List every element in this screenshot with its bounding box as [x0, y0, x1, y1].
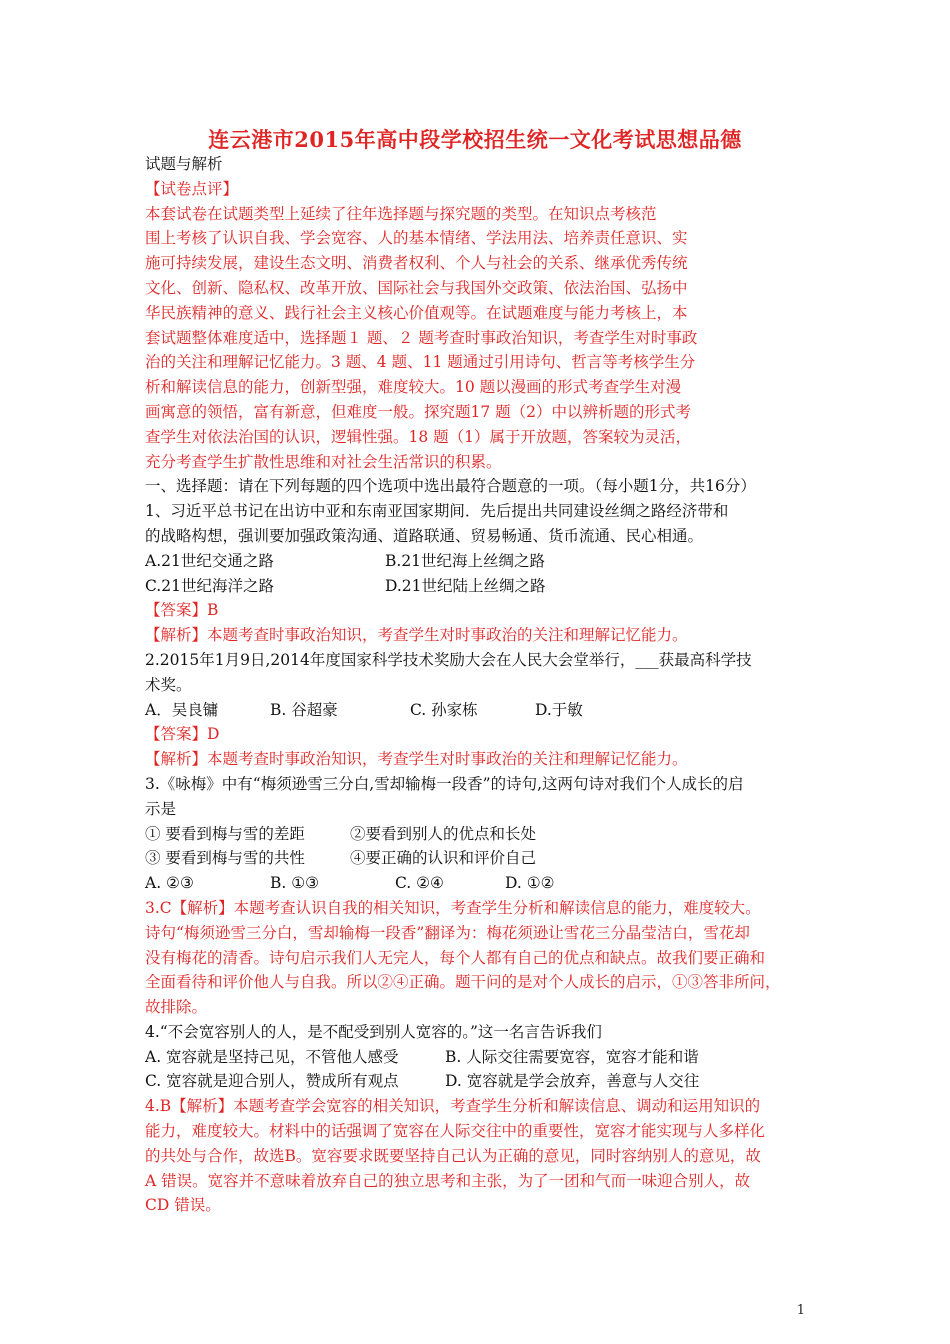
item-4: ④要正确的认识和评价自己 — [350, 849, 537, 868]
review-line: 套试题整体难度适中，选择题１ 题、２ 题考查时事政治知识，考查学生对时事政 — [145, 328, 698, 347]
item-1: ① 要看到梅与雪的差距 — [145, 824, 305, 843]
items-row — [145, 822, 825, 847]
question-stem: 4.“不会宽容别人的人，是不配受到别人宽容的。”这一名言告诉我们 — [145, 1022, 602, 1041]
option-b: B. 人际交往需要宽容，宽容才能和谐 — [445, 1047, 699, 1066]
answer: 【答案】B — [145, 601, 219, 620]
option-a: A．吴良镛 — [145, 700, 219, 719]
options-row — [145, 1045, 825, 1070]
review-line: 治的关注和理解记忆能力。3 题、4 题、11 题通过引用诗句、哲言等考核学生分 — [145, 353, 696, 372]
review-line: 施可持续发展，建设生态文明、消费者权利、个人与社会的关系、继承优秀传统 — [145, 254, 688, 273]
item-3: ③ 要看到梅与雪的共性 — [145, 849, 305, 868]
review-line: 围上考核了认识自我、学会宽容、人的基本情绪、学法用法、培养责任意识、实 — [145, 229, 688, 248]
question-2 — [145, 648, 825, 772]
question-stem: 2.2015年1月9日,2014年度国家科学技术奖励大会在人民大会堂举行，___获最高科学技 — [145, 650, 752, 669]
document-title: 连云港市2015年高中段学校招生统一文化考试思想品德 — [208, 127, 742, 152]
review-line: 查学生对依法治国的认识，逻辑性强。18 题（1）属于开放题，答案较为灵活， — [145, 427, 692, 446]
analysis-line: 故排除。 — [145, 998, 208, 1017]
question-stem: 示是 — [145, 799, 177, 818]
question-stem: 的战略构想，强训要加强政策沟通、道路联通、贸易畅通、货币流通、民心相通。 — [145, 526, 704, 545]
option-a: A.21世纪交通之路 — [145, 551, 274, 570]
item-2: ②要看到别人的优点和长处 — [350, 824, 537, 843]
question-4 — [145, 1020, 825, 1218]
analysis-line: 全面看待和评价他人与自我。所以②④正确。题干问的是对个人成长的启示，①③答非所问， — [145, 973, 781, 992]
option-c: C. 孙家栋 — [410, 700, 478, 719]
option-c: C. 宽容就是迎合别人，赞成所有观点 — [145, 1072, 399, 1091]
options-row — [145, 1069, 825, 1094]
option-d: D.于敏 — [535, 700, 583, 719]
analysis — [145, 896, 825, 1020]
question-stem: 1、习近平总书记在出访中亚和东南亚国家期间．先后提出共同建设丝绸之路经济带和 — [145, 502, 729, 521]
answer: 【答案】D — [145, 725, 220, 744]
options-row — [145, 549, 825, 574]
question-stem: 3.《咏梅》中有“梅须逊雪三分白,雪却输梅一段香”的诗句,这两句诗对我们个人成长的启 — [145, 774, 744, 793]
analysis: 【解析】本题考查时事政治知识，考查学生对时事政治的关注和理解记忆能力。 — [145, 750, 688, 769]
analysis-line: 没有梅花的清香。诗句启示我们人无完人，每个人都有自己的优点和缺点。故我们要正确和 — [145, 948, 766, 967]
option-b: B. 谷超豪 — [270, 700, 338, 719]
analysis-line: 诗句“梅须逊雪三分白，雪却输梅一段香”翻译为：梅花须逊让雪花三分晶莹洁白，雪花却 — [145, 923, 750, 942]
analysis-line: 4.B【解析】本题考查学会宽容的相关知识，考查学生分析和解读信息、调动和运用知识的 — [145, 1097, 761, 1116]
option-c: C.21世纪海洋之路 — [145, 576, 274, 595]
subtitle: 试题与解析 — [145, 155, 223, 173]
analysis — [145, 1094, 825, 1218]
review-heading: 【试卷点评】 — [145, 179, 239, 198]
option-d: D. ①② — [505, 874, 555, 893]
review-line: 本套试卷在试题类型上延续了往年选择题与探究题的类型。在知识点考核范 — [145, 204, 657, 223]
option-a: A. ②③ — [145, 874, 194, 893]
review-paragraph — [145, 202, 825, 475]
option-d: D.21世纪陆上丝绸之路 — [385, 576, 546, 595]
review-line: 析和解读信息的能力，创新型强，难度较大。10 题以漫画的形式考查学生对漫 — [145, 378, 682, 397]
options-row — [145, 698, 825, 723]
question-stem: 术奖。 — [145, 675, 192, 694]
analysis: 【解析】本题考查时事政治知识，考查学生对时事政治的关注和理解记忆能力。 — [145, 626, 688, 645]
option-c: C. ②④ — [395, 874, 444, 893]
page-number: 1 — [796, 1303, 805, 1318]
option-b: B. ①③ — [270, 874, 320, 893]
section-heading: 一、选择题：请在下列每题的四个选项中选出最符合题意的一项。（每小题1分，共16分） — [145, 477, 756, 496]
question-1 — [145, 499, 825, 648]
analysis-line: 3.C【解析】本题考查认识自我的相关知识，考查学生分析和解读信息的能力，难度较大。 — [145, 898, 761, 917]
options-row — [145, 871, 825, 896]
document-body — [145, 152, 825, 1218]
options-row — [145, 574, 825, 599]
review-line: 充分考查学生扩散性思维和对社会生活常识的积累。 — [145, 452, 502, 471]
analysis-line: A 错误。宽容并不意味着放弃自己的独立思考和主张，为了一团和气而一味迎合别人，故 — [145, 1171, 751, 1190]
review-line: 画寓意的领悟，富有新意，但难度一般。探究题17 题（2）中以辨析题的形式考 — [145, 402, 692, 421]
review-line: 文化、创新、隐私权、改革开放、国际社会与我国外交政策、依法治国、弘扬中 — [145, 278, 688, 297]
analysis-line: CD 错误。 — [145, 1196, 221, 1215]
question-3 — [145, 772, 825, 1020]
option-d: D. 宽容就是学会放弃，善意与人交往 — [445, 1072, 700, 1091]
analysis-line: 的共处与合作，故选B。宽容要求既要坚持自己认为正确的意见，同时容纳别人的意见，故 — [145, 1146, 761, 1165]
items-row — [145, 846, 825, 871]
analysis-line: 能力，难度较大。材料中的话强调了宽容在人际交往中的重要性，宽容才能实现与人多样化 — [145, 1122, 766, 1141]
option-b: B.21世纪海上丝绸之路 — [385, 551, 546, 570]
option-a: A. 宽容就是坚持己见，不管他人感受 — [145, 1047, 399, 1066]
review-line: 华民族精神的意义、践行社会主义核心价值观等。在试题难度与能力考核上，本 — [145, 303, 688, 322]
